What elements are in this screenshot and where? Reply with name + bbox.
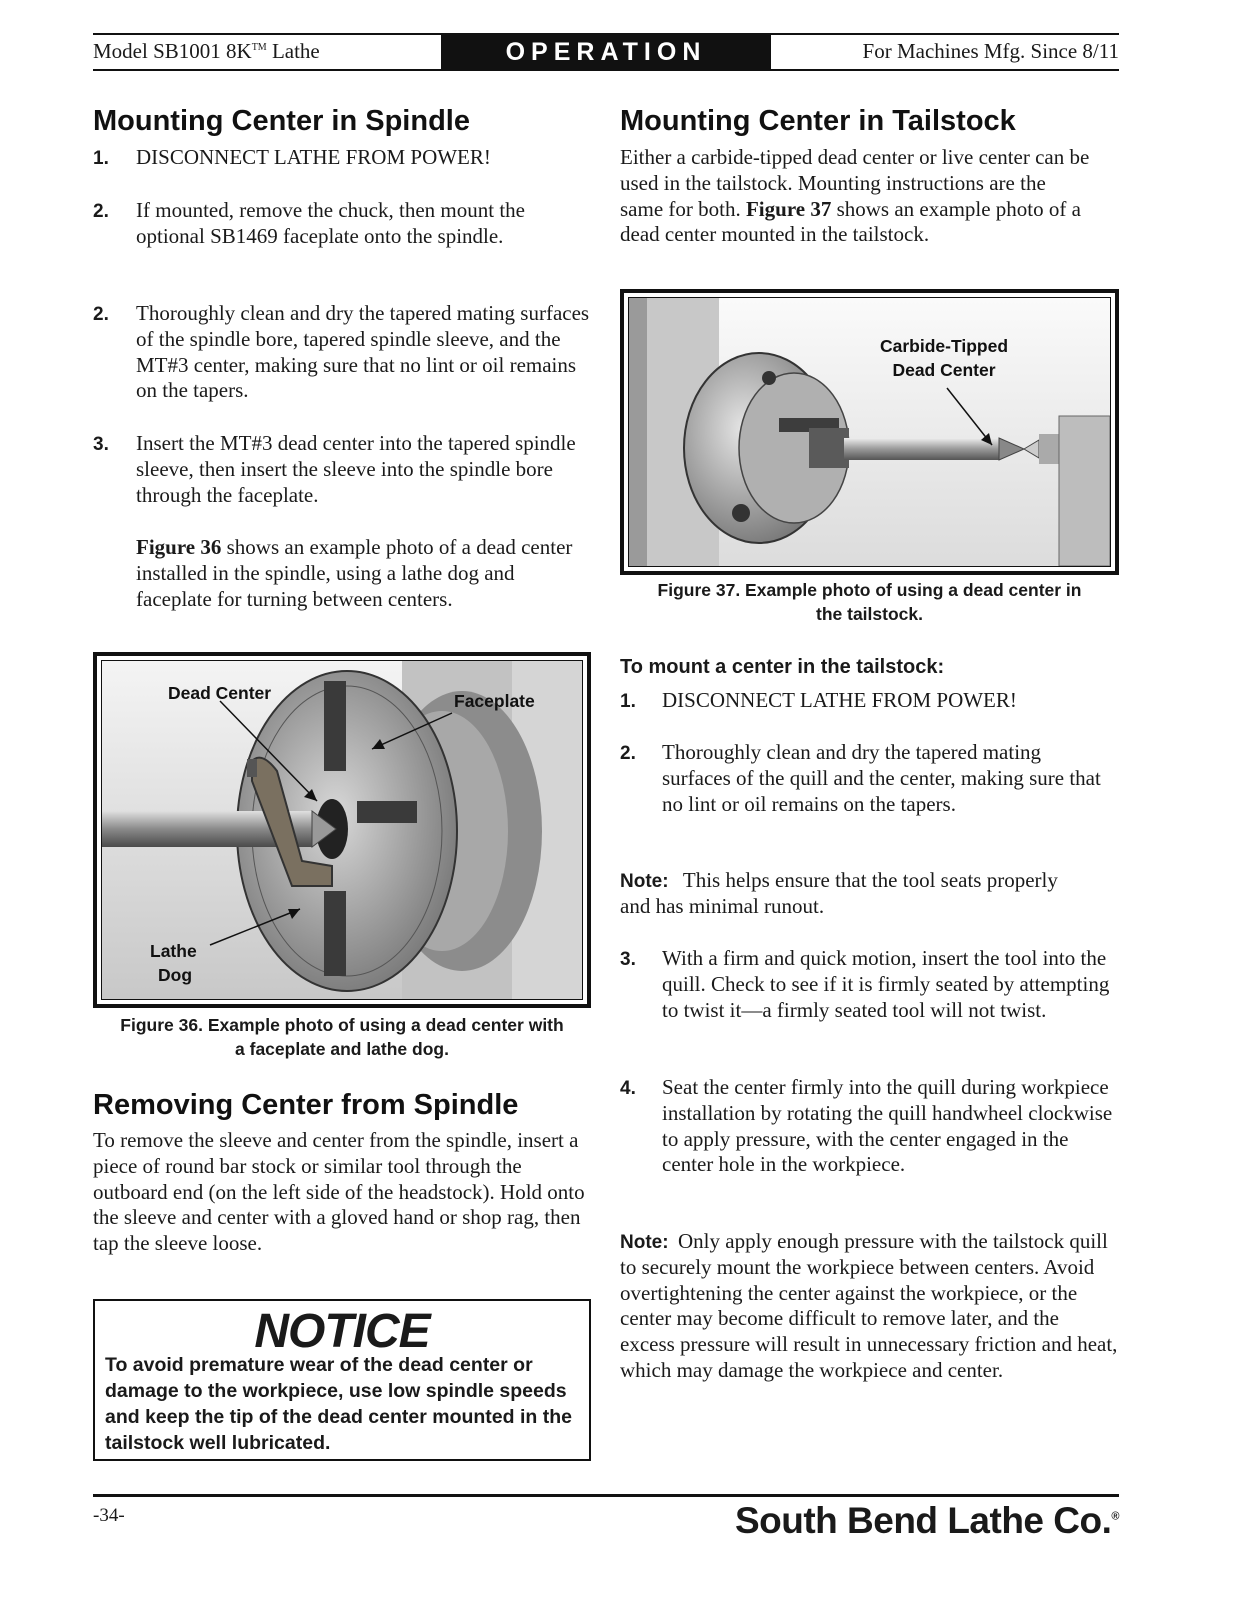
step-number: 4. (620, 1078, 636, 1099)
tailstock-subhead: To mount a center in the tailstock: (620, 656, 945, 678)
callout-dead-center: Dead Center (168, 683, 272, 703)
step-number: 1. (93, 148, 109, 169)
page-header (93, 33, 1119, 71)
figure-36-caption (93, 1013, 591, 1061)
model-label: Model SB1001 8K™ Lathe (93, 39, 320, 63)
figure-37-caption (620, 578, 1119, 626)
figure-37 (620, 289, 1119, 575)
callout-dog: Dog (158, 965, 193, 985)
notice-title: NOTICE (254, 1305, 430, 1358)
heading-mounting-tailstock: Mounting Center in Tailstock (620, 105, 1016, 137)
figure-36-reference-paragraph: Figure 36 shows an example photo of a dead center installed in the spindle, using a lathe dog and faceplate for turning between centers. (136, 535, 573, 611)
note-2-text: Only apply enough pressure with the tailstock quill to securely mount the workpiece between centers. Avoid overtightening the center against the workpiece, or the center may become difficult to remove later, and the excess pressure will result in unnecessary friction and heat, which may damage the workpiece and center. (620, 1229, 1118, 1382)
caption-line: a faceplate and lathe dog. (235, 1039, 449, 1059)
removing-paragraph: To remove the sleeve and center from the spindle, insert a piece of round bar stock or similar tool through the outboard end (on the left side of the headstock). Hold onto the sleeve and center with a gloved hand or shop rag, then tap the sleeve loose. (93, 1128, 585, 1256)
step-text: Seat the center firmly into the quill during workpiece installation by rotating the quill handwheel clockwise to apply pressure, with the center engaged in the center hole in the workpiece. (662, 1075, 1113, 1177)
footer-rule (93, 1494, 1119, 1497)
step-number: 1. (620, 691, 636, 712)
page-number: -34- (93, 1505, 125, 1526)
callout-faceplate: Faceplate (454, 691, 535, 711)
figure-37-link: Figure 37 (745, 196, 832, 221)
step-number: 2. (93, 201, 109, 222)
note-label: Note: (620, 871, 669, 892)
callout-carbide-tipped: Carbide-Tipped (879, 336, 1009, 356)
step-text: If mounted, remove the chuck, then mount the optional SB1469 faceplate onto the spindle. (136, 198, 525, 248)
step-text: DISCONNECT LATHE FROM POWER! (136, 145, 491, 169)
notice-body: To avoid premature wear of the dead center or damage to the workpiece, use low spindle speeds and keep the tip of the dead center mounted in the tailstock well lubricated. (105, 1354, 572, 1454)
step-number: 3. (620, 949, 636, 970)
note-1-text: This helps ensure that the tool seats properly and has minimal runout. (620, 868, 1058, 918)
heading-removing-center: Removing Center from Spindle (93, 1089, 519, 1121)
figure-36-link: Figure 36 (136, 535, 222, 559)
step-text: Insert the MT#3 dead center into the tapered spindle sleeve, then insert the sleeve into the spindle bore through the faceplate. (136, 431, 576, 507)
note-label: Note: (620, 1232, 669, 1253)
tailstock-intro: Either a carbide-tipped dead center or live center can be used in the tailstock. Mounting instructions are the same for both. Figure 37 shows an example photo of a dead center mounted in the tailstock. (620, 145, 1090, 247)
caption-line: Figure 36. Example photo of using a dead center with (120, 1015, 564, 1035)
brand-logo: South Bend Lathe Co.® (734, 1500, 1119, 1541)
figure-36 (93, 652, 591, 1008)
heading-mounting-spindle: Mounting Center in Spindle (93, 105, 470, 137)
step-text: With a firm and quick motion, insert the tool into the quill. Check to see if it is firmly seated by attempting to twist it—a firmly seated tool will not twist. (662, 946, 1110, 1022)
step-number: 3. (93, 434, 109, 455)
caption-line: the tailstock. (816, 604, 923, 624)
step-text: Thoroughly clean and dry the tapered mating surfaces of the spindle bore, tapered spindle sleeve, and the MT#3 center, making sure that no lint or oil remains on the tapers. (136, 301, 590, 403)
step-number: 2. (93, 304, 109, 325)
callout-lathe: Lathe (150, 941, 197, 961)
caption-line: Figure 37. Example photo of using a dead center in (657, 580, 1082, 600)
machines-note: For Machines Mfg. Since 8/11 (862, 39, 1119, 63)
callout-dead-center-37: Dead Center (892, 360, 996, 380)
figure-37-photo (628, 297, 1111, 567)
section-title: OPERATION (441, 33, 771, 71)
figure-36-photo (101, 660, 583, 1000)
notice-box (93, 1299, 591, 1461)
step-text: Thoroughly clean and dry the tapered mating surfaces of the quill and the center, making sure that no lint or oil remains on the tapers. (662, 740, 1101, 816)
step-number: 2. (620, 743, 636, 764)
step-text: DISCONNECT LATHE FROM POWER! (662, 688, 1017, 712)
